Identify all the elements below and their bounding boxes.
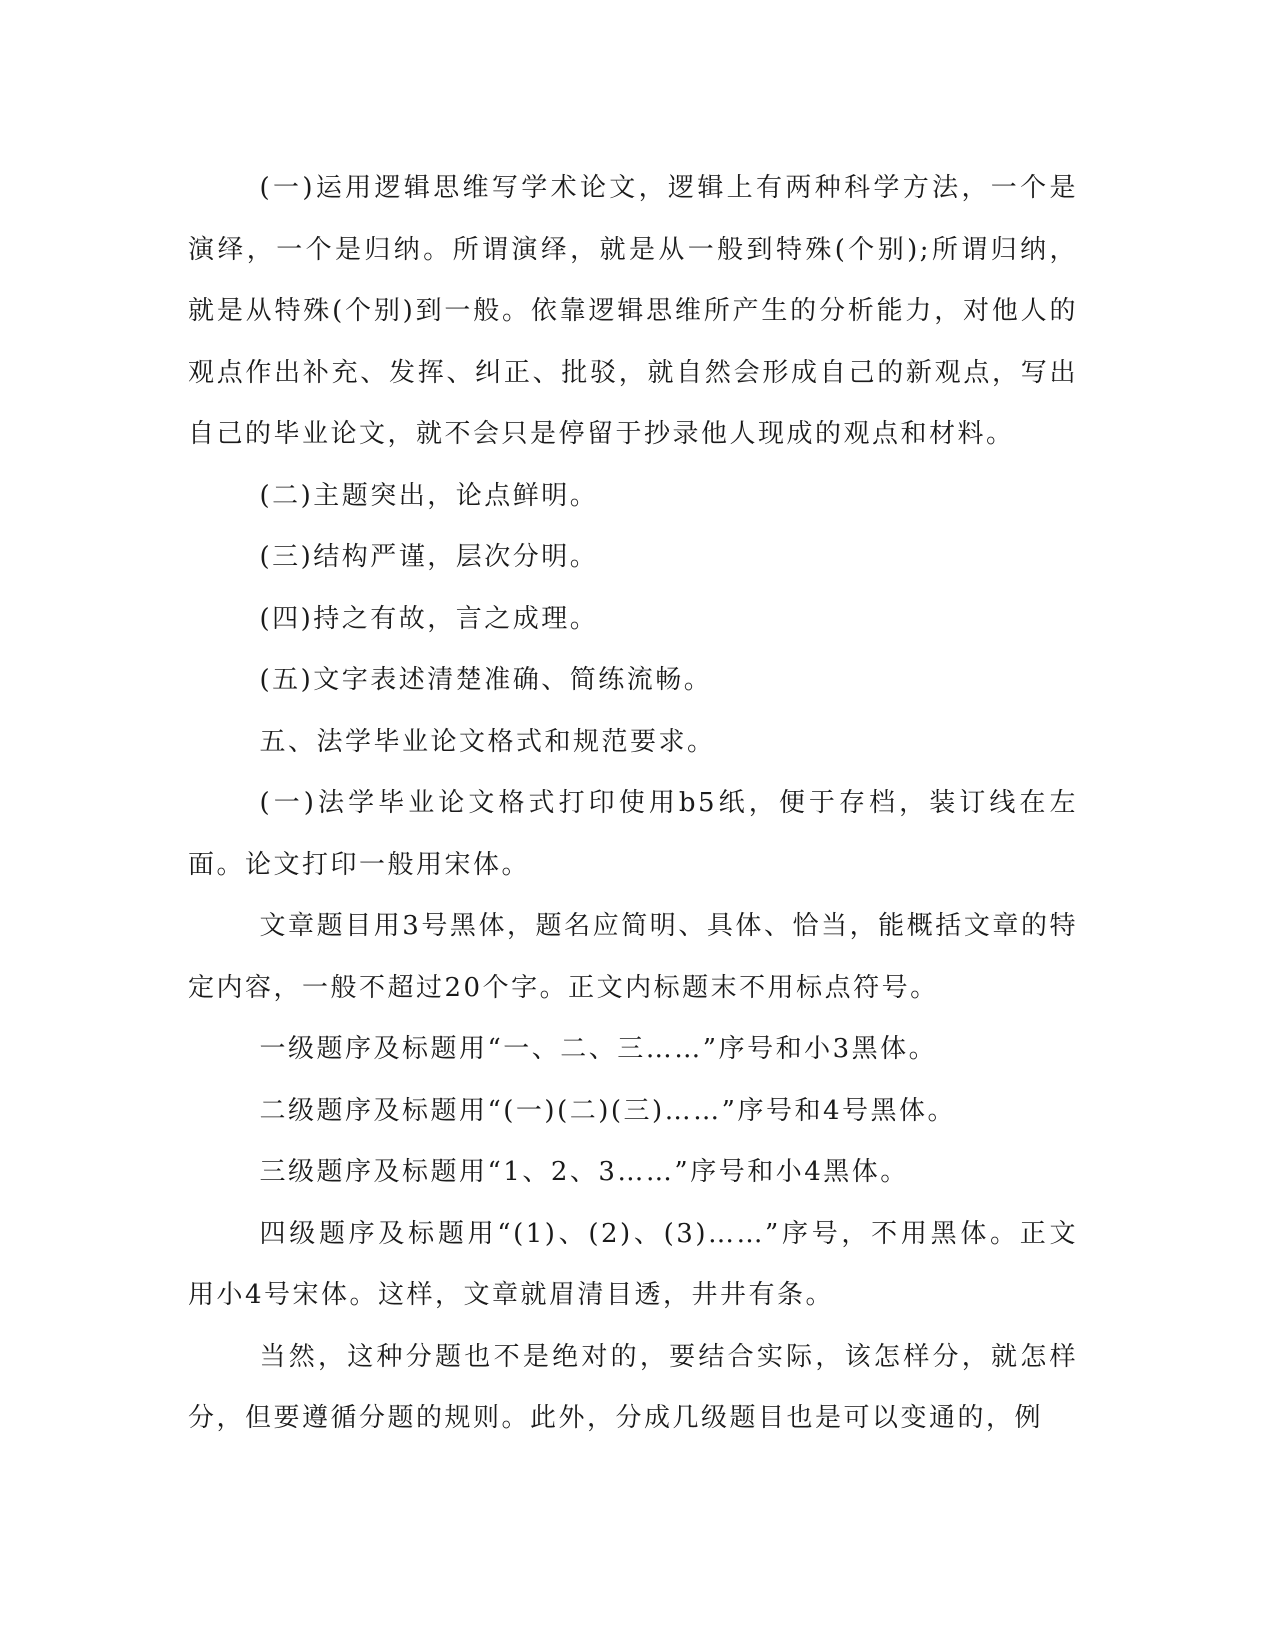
paragraph-theme-prominent: (二)主题突出，论点鲜明。: [259, 480, 599, 511]
paragraph-title-font: 文章题目用3号黑体，题名应简明、具体、恰当，能概括文章的特定内容，一般不超过20个字。正文内标题末不用标点符号。: [188, 911, 1078, 1003]
document-body: [188, 158, 1078, 1450]
paragraph-structure-rigorous: (三)结构严谨，层次分明。: [259, 542, 599, 572]
paragraph-level2-heading: 二级题序及标题用“(一)(二)(三)……”序号和4号黑体。: [259, 1095, 956, 1126]
paragraph-level3-heading: 三级题序及标题用“1、2、3……”序号和小4黑体。: [259, 1157, 909, 1187]
section-heading-format-requirements: 五、法学毕业论文格式和规范要求。: [259, 726, 716, 757]
paragraph-level1-heading: 一级题序及标题用“一、二、三……”序号和小3黑体。: [259, 1034, 938, 1064]
paragraph-level4-heading: 四级题序及标题用“(1)、(2)、(3)……”序号，不用黑体。正文用小4号宋体。这样，文章就眉清目透，井井有条。: [188, 1218, 1078, 1310]
paragraph-print-paper: (一)法学毕业论文格式打印使用b5纸，便于存档，装订线在左面。论文打印一般用宋体。: [188, 788, 1078, 880]
paragraph-well-founded: (四)持之有故，言之成理。: [259, 603, 599, 634]
paragraph-flexible-division: 当然，这种分题也不是绝对的，要结合实际，该怎样分，就怎样分，但要遵循分题的规则。此外，分成几级题目也是可以变通的，例: [188, 1341, 1078, 1433]
paragraph-clear-expression: (五)文字表述清楚准确、简练流畅。: [259, 665, 713, 695]
paragraph-logic-thinking: (一)运用逻辑思维写学术论文，逻辑上有两种科学方法，一个是演绎，一个是归纳。所谓演绎，就是从一般到特殊(个别);所谓归纳，就是从特殊(个别)到一般。依靠逻辑思维所产生的分析能力，对他人的观点作出补充、发挥、纠正、批驳，就自然会形成自己的新观点，写出自己的毕业论文，就不会只是停留于抄录他人现成的观点和材料。: [188, 173, 1078, 449]
